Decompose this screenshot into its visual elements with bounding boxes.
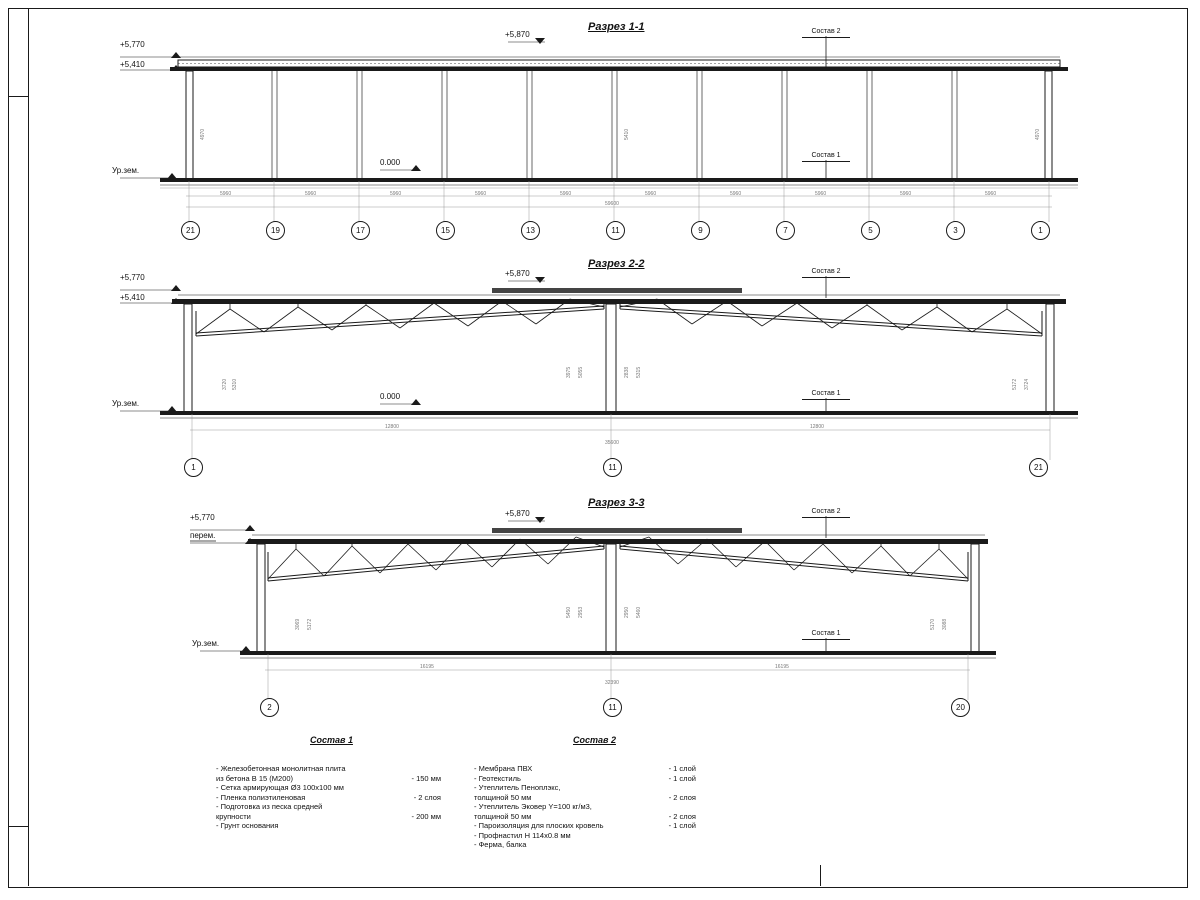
- section-2-height-e: 2838: [624, 366, 630, 378]
- section-1-dim-span-7: 5960: [730, 191, 742, 197]
- section-3-level-perem: перем.: [190, 531, 216, 540]
- axis-marker: 1: [184, 458, 203, 477]
- axis-marker: 20: [951, 698, 970, 717]
- section-1-dim-span-5: 5960: [560, 191, 572, 197]
- section-1-callout-sostav-1: Состав 1: [802, 152, 850, 159]
- section-2-level-5770: +5,770: [120, 273, 145, 282]
- section-1-dim-span-9: 5960: [900, 191, 912, 197]
- section-2-height-h: 3724: [1024, 378, 1030, 390]
- legend-2-row-text: - Мембрана ПВХ: [474, 764, 533, 773]
- section-3-height-a: 3069: [295, 618, 301, 630]
- section-3-dim-span-2: 16195: [775, 664, 789, 670]
- legend-1-row-text: крупности: [216, 811, 251, 821]
- legend-1-row-text: - Пленка полиэтиленовая: [216, 792, 306, 802]
- section-1-level-5410: +5,410: [120, 60, 145, 69]
- axis-marker: 15: [436, 221, 455, 240]
- legend-2-row-qty: - 1 слой: [668, 773, 696, 783]
- section-2-level-0000: 0.000: [380, 392, 401, 401]
- legend-1: [216, 764, 441, 831]
- section-3-dim-span-1: 16195: [420, 664, 434, 670]
- section-2-height-a: 3720: [222, 378, 228, 390]
- section-2-level-5870: +5,870: [505, 269, 530, 278]
- section-2-level-ground: Ур.зем.: [112, 399, 140, 408]
- legend-2-row-text: толщиной 50 мм: [474, 811, 532, 821]
- axis-marker: 2: [260, 698, 279, 717]
- section-3-level-5770: +5,770: [190, 513, 215, 522]
- section-1-dim-total: 59600: [605, 201, 619, 207]
- section-1-dim-span-10: 5960: [985, 191, 997, 197]
- section-1-dim-span-4: 5960: [475, 191, 487, 197]
- legend-2-row-text: - Геотекстиль: [474, 773, 521, 783]
- section-3-level-5870: +5,870: [505, 509, 530, 518]
- section-1-dim-span-2: 5960: [305, 191, 317, 197]
- section-1-dim-span-1: 5960: [220, 191, 232, 197]
- axis-marker: 17: [351, 221, 370, 240]
- section-2-title: Разрез 2-2: [588, 258, 645, 270]
- axis-marker: 19: [266, 221, 285, 240]
- axis-marker: 21: [1029, 458, 1048, 477]
- section-2-height-g: 5172: [1012, 378, 1018, 390]
- axis-marker: 11: [603, 698, 622, 717]
- section-2-height-f: 5315: [636, 366, 642, 378]
- section-3-dim-total: 32390: [605, 680, 619, 686]
- legend-2-row-text: толщиной 50 мм: [474, 792, 532, 802]
- section-1-height-left: 4970: [200, 128, 206, 140]
- section-1-callout-sostav-2: Состав 2: [802, 28, 850, 35]
- axis-marker: 5: [861, 221, 880, 240]
- legend-2-row-qty: - 2 слоя: [668, 792, 696, 802]
- section-1-level-0000: 0.000: [380, 158, 401, 167]
- axis-marker: 3: [946, 221, 965, 240]
- legend-1-title: Состав 1: [310, 735, 353, 745]
- section-2-height-b: 5310: [232, 378, 238, 390]
- section-2-level-5410: +5,410: [120, 293, 145, 302]
- section-1-height-mid: 5410: [624, 128, 630, 140]
- legend-2-row-qty: - 2 слоя: [668, 811, 696, 821]
- section-1-level-5770: +5,770: [120, 40, 145, 49]
- axis-marker: 21: [181, 221, 200, 240]
- section-3-level-ground: Ур.зем.: [192, 639, 220, 648]
- legend-1-row-text: из бетона В 15 (М200): [216, 773, 294, 783]
- axis-marker: 13: [521, 221, 540, 240]
- legend-1-row-qty: - 200 мм: [411, 811, 441, 821]
- section-1-height-right: 4970: [1035, 128, 1041, 140]
- section-2-callout-sostav-2: Состав 2: [802, 268, 850, 275]
- legend-2-row-text: - Пароизоляция для плоских кровель: [474, 821, 604, 830]
- section-3-callout-sostav-2: Состав 2: [802, 508, 850, 515]
- section-3-height-h: 3088: [942, 618, 948, 630]
- legend-1-row-text: - Сетка армирующая Ø3 100х100 мм: [216, 783, 344, 792]
- section-3-height-g: 5170: [930, 618, 936, 630]
- section-3-height-c: 5450: [566, 606, 572, 618]
- section-2-height-d: 5055: [578, 366, 584, 378]
- section-2-dim-total: 35600: [605, 440, 619, 446]
- axis-marker: 11: [603, 458, 622, 477]
- section-2-dim-span-1: 12800: [385, 424, 399, 430]
- legend-2-row-qty: - 1 слой: [668, 764, 696, 773]
- legend-1-row-qty: - 150 мм: [411, 773, 441, 783]
- section-3-height-f: 5460: [636, 606, 642, 618]
- axis-marker: 7: [776, 221, 795, 240]
- legend-1-row-qty: - 2 слоя: [413, 792, 441, 802]
- legend-2-row-text: - Утеплитель Пеноплэкс,: [474, 783, 561, 792]
- legend-2-row-text: - Ферма, балка: [474, 840, 527, 849]
- legend-2-row-text: - Профнастил Н 114х0.8 мм: [474, 830, 571, 840]
- axis-marker: 11: [606, 221, 625, 240]
- section-3-title: Разрез 3-3: [588, 497, 645, 509]
- legend-2: [474, 764, 696, 850]
- legend-1-row-text: - Подготовка из песка средней: [216, 802, 323, 811]
- section-2-dim-span-2: 12800: [810, 424, 824, 430]
- axis-marker: 1: [1031, 221, 1050, 240]
- section-1-title: Разрез 1-1: [588, 21, 645, 33]
- axis-marker: 9: [691, 221, 710, 240]
- legend-1-row-text: - Грунт основания: [216, 821, 279, 830]
- section-1-dim-span-6: 5960: [645, 191, 657, 197]
- section-1-level-5870: +5,870: [505, 30, 530, 39]
- legend-1-row-text: - Железобетонная монолитная плита: [216, 764, 346, 773]
- section-2-callout-sostav-1: Состав 1: [802, 390, 850, 397]
- section-1-dim-span-3: 5960: [390, 191, 402, 197]
- section-2-height-c: 3975: [566, 366, 572, 378]
- section-3-height-e: 2950: [624, 606, 630, 618]
- legend-2-row-qty: - 1 слой: [668, 821, 696, 830]
- legend-2-title: Состав 2: [573, 735, 616, 745]
- legend-2-row-text: - Утеплитель Эковер Y=100 кг/м3,: [474, 802, 592, 811]
- section-3-callout-sostav-1: Состав 1: [802, 630, 850, 637]
- section-3-height-d: 2953: [578, 606, 584, 618]
- section-3-height-b: 5172: [307, 618, 313, 630]
- section-1-level-ground: Ур.зем.: [112, 166, 140, 175]
- section-1-dim-span-8: 5960: [815, 191, 827, 197]
